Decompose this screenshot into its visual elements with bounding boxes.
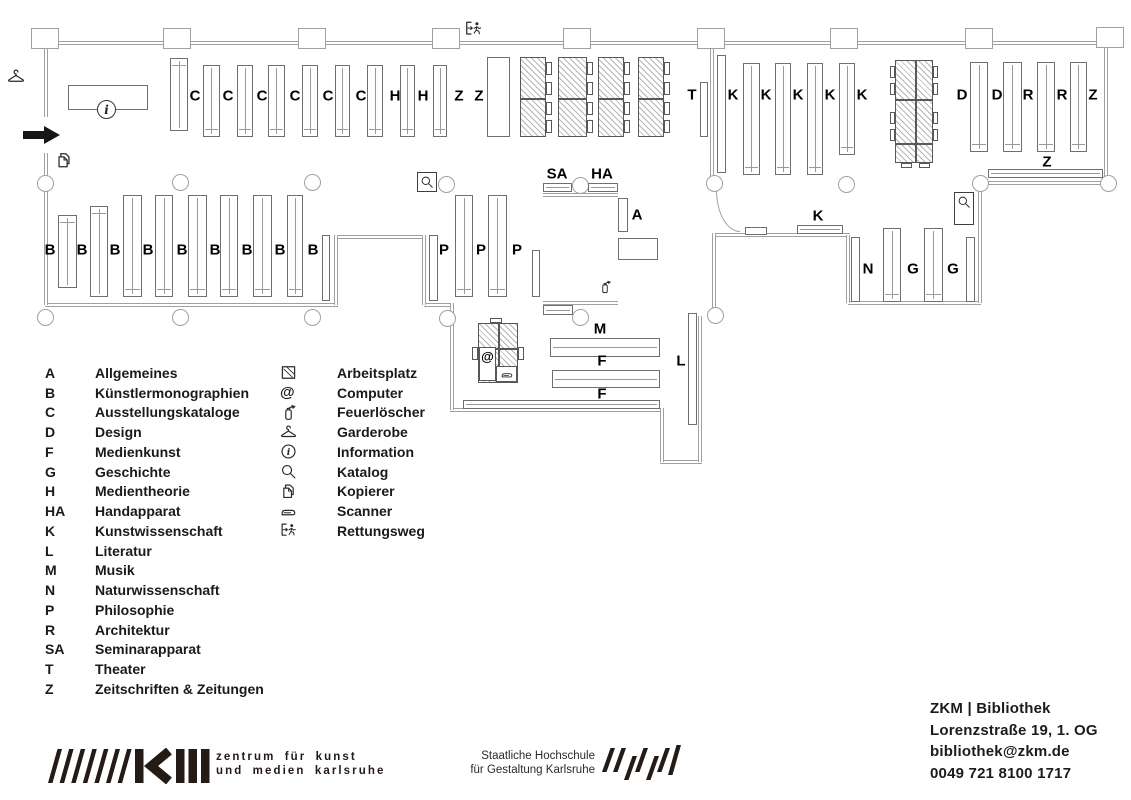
legend-category-row: [45, 403, 264, 423]
chair-tab: [587, 120, 593, 133]
bookshelf: [455, 195, 473, 297]
bookshelf: [335, 65, 350, 137]
structural-column: [572, 309, 589, 326]
legend-code: A: [45, 364, 56, 381]
wall-segment: [336, 235, 426, 239]
legend-label: Rettungsweg: [337, 522, 425, 539]
legend-symbol-row: [280, 462, 425, 482]
chair-tab: [546, 82, 552, 95]
bookshelf: [203, 65, 220, 137]
chair-tab: [624, 82, 630, 95]
address-line-2: Lorenzstraße 19, 1. OG: [930, 721, 1098, 739]
bookshelf: [58, 215, 77, 288]
area-label: K: [812, 207, 824, 225]
chair-tab: [624, 62, 630, 75]
legend-category-row: [45, 659, 264, 679]
scanner-icon: [499, 368, 515, 386]
legend-label: Seminarapparat: [95, 641, 201, 658]
bookshelf: [588, 183, 618, 192]
structural-column: [304, 309, 321, 326]
area-label: B: [142, 241, 154, 259]
legend-code: F: [45, 443, 54, 460]
bookshelf: [543, 305, 573, 315]
legend-category-row: [45, 422, 264, 442]
information-icon: i: [97, 100, 116, 119]
bookshelf: [618, 238, 658, 260]
bookshelf: [970, 62, 988, 152]
svg-text:i: i: [286, 447, 291, 459]
zkm-logo-mark: [48, 748, 213, 784]
legend-label: Medientheorie: [95, 483, 190, 500]
bookshelf: [463, 400, 660, 409]
legend-label: Geschichte: [95, 463, 171, 480]
legend-code: Z: [45, 680, 54, 697]
structural-column: [706, 175, 723, 192]
chair-tab: [472, 347, 478, 360]
legend-label: Zeitschriften & Zeitungen: [95, 680, 264, 697]
legend-code: T: [45, 661, 54, 678]
bookshelf: [1003, 62, 1022, 152]
area-label: B: [307, 241, 319, 259]
chair-tab: [933, 129, 938, 141]
zkm-logo-text: [216, 751, 386, 778]
bookshelf: [253, 195, 272, 297]
hfg-line2: für Gestaltung Karlsruhe: [470, 764, 595, 776]
bookshelf: [488, 195, 507, 297]
legend-category-row: [45, 383, 264, 403]
chair-tab: [624, 102, 630, 115]
bookshelf: [797, 225, 843, 234]
chair-tab: [890, 66, 895, 78]
chair-tab: [933, 83, 938, 95]
legend-category-row: [45, 679, 264, 699]
legend-label: Ausstellungskataloge: [95, 404, 240, 421]
legend-symbol-row: [280, 383, 425, 403]
legend-label: Computer: [337, 384, 404, 401]
legend-symbol-row: [280, 422, 425, 442]
area-label: K: [727, 86, 739, 104]
katalog-station: [954, 192, 974, 225]
area-label: H: [389, 87, 401, 105]
area-label: C: [322, 87, 334, 105]
legend-code: C: [45, 404, 56, 421]
legend-category-row: [45, 640, 264, 660]
bookshelf: [220, 195, 238, 297]
work-table: [598, 57, 624, 137]
legend-symbol-row: [280, 363, 425, 383]
area-label: D: [991, 86, 1003, 104]
area-label: C: [289, 87, 301, 105]
zkm-logo-line2: und medien karlsruhe: [216, 764, 386, 777]
table-equipment-cell: [479, 347, 496, 381]
area-label: G: [947, 260, 959, 278]
wall-segment: [712, 233, 716, 317]
bookshelf: [883, 228, 901, 302]
area-label: A: [631, 206, 643, 224]
area-label: K: [856, 86, 868, 104]
chair-tab: [546, 120, 552, 133]
area-label: B: [274, 241, 286, 259]
chair-tab: [587, 102, 593, 115]
legend-symbols: [280, 363, 425, 541]
area-label: F: [597, 352, 607, 370]
work-table: [895, 60, 933, 163]
legend-label: Philosophie: [95, 601, 175, 618]
area-label: K: [824, 86, 836, 104]
structural-column: [838, 176, 855, 193]
legend-category-row: [45, 580, 264, 600]
wall-segment: [710, 45, 714, 185]
chair-tab: [664, 102, 670, 115]
legend-code: M: [45, 562, 57, 579]
wall-pillar: [965, 28, 993, 49]
area-label: C: [222, 87, 234, 105]
wall-segment: [45, 303, 338, 307]
bookshelf: [924, 228, 943, 302]
chair-tab: [664, 120, 670, 133]
wall-segment: [978, 183, 982, 303]
bookshelf: [487, 57, 510, 137]
wall-pillar: [563, 28, 591, 49]
work-table: [638, 57, 664, 137]
chair-tab: [518, 347, 524, 360]
bookshelf: [400, 65, 415, 137]
chair-tab: [890, 83, 895, 95]
legend-label: Feuerlöscher: [337, 404, 425, 421]
area-label: P: [511, 241, 523, 259]
legend-label: Garderobe: [337, 424, 408, 441]
structural-column: [438, 176, 455, 193]
area-label: P: [438, 241, 450, 259]
legend-label: Scanner: [337, 503, 393, 520]
area-label: L: [676, 352, 686, 370]
legend-category-row: [45, 620, 264, 640]
wall-segment: [846, 235, 850, 303]
legend-label: Literatur: [95, 542, 152, 559]
wall-pillar: [830, 28, 858, 49]
rettungsweg-icon: [460, 20, 487, 38]
legend-label: Allgemeines: [95, 364, 178, 381]
bookshelf: [287, 195, 303, 297]
bookshelf: [743, 63, 760, 175]
wall-pillar: [697, 28, 725, 49]
bookshelf: [775, 63, 791, 175]
work-table: [520, 57, 546, 137]
chair-tab: [890, 112, 895, 124]
bookshelf: [532, 250, 540, 297]
wall-segment: [698, 316, 702, 462]
chair-tab: [490, 318, 502, 323]
area-label: R: [1056, 86, 1068, 104]
area-label: C: [256, 87, 268, 105]
work-table: [558, 57, 587, 137]
area-label: H: [417, 87, 429, 105]
structural-column: [172, 174, 189, 191]
bookshelf: [188, 195, 207, 297]
legend-label: Theater: [95, 661, 146, 678]
katalog-icon: [957, 195, 971, 214]
bookshelf: [966, 237, 975, 302]
wall-segment: [543, 193, 618, 197]
garderobe-icon: [4, 68, 28, 86]
legend-symbol-row: [280, 442, 425, 462]
area-label: SA: [546, 165, 568, 183]
legend-code: SA: [45, 641, 65, 658]
bookshelf: [429, 235, 438, 301]
computer-icon: @: [481, 349, 494, 364]
legend-code: B: [45, 384, 56, 401]
bookshelf: [543, 183, 572, 192]
legend-category-row: [45, 363, 264, 383]
area-label: C: [189, 87, 201, 105]
legend-symbol-row: [280, 501, 425, 521]
feuerloescher-icon: [598, 277, 612, 297]
area-label: K: [760, 86, 772, 104]
area-label: R: [1022, 86, 1034, 104]
chair-tab: [890, 129, 895, 141]
area-label: M: [593, 320, 607, 338]
rettungsweg-icon: [280, 522, 302, 539]
chair-tab: [587, 82, 593, 95]
structural-column: [172, 309, 189, 326]
door-swing-arc: [716, 190, 740, 232]
legend-code: P: [45, 601, 55, 618]
area-label: F: [597, 385, 607, 403]
wall-segment: [660, 460, 702, 464]
wall-segment: [44, 45, 48, 117]
legend-label: Musik: [95, 562, 135, 579]
hfg-line1: Staatliche Hochschule: [481, 750, 595, 762]
bookshelf: [688, 313, 697, 425]
wall-pillar: [163, 28, 191, 49]
area-label: T: [687, 86, 697, 104]
bookshelf: [90, 206, 108, 297]
hfg-logo-mark: [602, 744, 686, 782]
legend-category-row: [45, 521, 264, 541]
legend-code: L: [45, 542, 54, 559]
bookshelf: [717, 55, 726, 173]
bookshelf: [807, 63, 823, 175]
legend-category-row: [45, 501, 264, 521]
hfg-logo-text: [437, 749, 595, 777]
area-label: B: [209, 241, 221, 259]
wall-pillar: [1096, 27, 1124, 48]
bookshelf: [237, 65, 253, 137]
chair-tab: [919, 163, 930, 168]
bookshelf: [745, 227, 767, 235]
area-label: Z: [454, 87, 464, 105]
information-icon: [280, 443, 302, 460]
bookshelf: [367, 65, 383, 137]
structural-column: [439, 310, 456, 327]
structural-column: [37, 309, 54, 326]
legend-symbol-row: [280, 521, 425, 541]
legend-label: Kopierer: [337, 483, 395, 500]
bookshelf: [1070, 62, 1087, 152]
zkm-logo-line1: zentrum für kunst: [216, 751, 357, 763]
legend-category-row: [45, 561, 264, 581]
wall-segment: [334, 235, 338, 305]
address-line-1: ZKM | Bibliothek: [930, 700, 1051, 717]
arbeitsplatz-icon: [280, 364, 302, 381]
wall-segment: [422, 235, 426, 305]
wall-segment: [848, 301, 981, 305]
library-address: [930, 698, 1098, 784]
legend-label: Arbeitsplatz: [337, 364, 418, 381]
structural-column: [304, 174, 321, 191]
area-label: N: [862, 260, 874, 278]
bookshelf: [123, 195, 142, 297]
feuerloescher-icon: [280, 404, 302, 421]
area-label: D: [956, 86, 968, 104]
kopierer-icon: [280, 483, 302, 500]
wall-segment: [660, 408, 664, 462]
bookshelf: [155, 195, 173, 297]
structural-column: [572, 177, 589, 194]
area-label: B: [76, 241, 88, 259]
legend-label: Künstlermonographien: [95, 384, 250, 401]
bookshelf: [618, 198, 628, 232]
area-label: P: [475, 241, 487, 259]
legend-code: HA: [45, 503, 66, 520]
legend-code: R: [45, 621, 56, 638]
structural-column: [972, 175, 989, 192]
wall-pillar: [298, 28, 326, 49]
bookshelf: [851, 237, 860, 302]
bookshelf: [839, 63, 855, 155]
legend-label: Kunstwissenschaft: [95, 522, 223, 539]
katalog-station: [417, 172, 437, 192]
address-line-3: bibliothek@zkm.de: [930, 743, 1070, 760]
wall-segment: [980, 181, 1108, 185]
legend-code: N: [45, 582, 56, 599]
katalog-icon: [280, 463, 302, 480]
legend-label: Information: [337, 443, 414, 460]
legend-label: Naturwissenschaft: [95, 582, 220, 599]
computer-icon: @: [280, 384, 295, 402]
bookshelf: [302, 65, 318, 137]
chair-tab: [933, 112, 938, 124]
structural-column: [37, 175, 54, 192]
legend-code: G: [45, 463, 56, 480]
area-label: Z: [1088, 86, 1098, 104]
legend-symbol-row: [280, 482, 425, 502]
chair-tab: [546, 62, 552, 75]
legend-code: H: [45, 483, 56, 500]
entrance-arrow-icon: [23, 125, 61, 145]
bookshelf: [322, 235, 330, 301]
legend-category-row: [45, 442, 264, 462]
chair-tab: [624, 120, 630, 133]
area-label: G: [907, 260, 919, 278]
legend-category-row: [45, 541, 264, 561]
wall-segment: [1104, 46, 1108, 183]
area-label: B: [44, 241, 56, 259]
bookshelf: [433, 65, 447, 137]
chair-tab: [546, 102, 552, 115]
wall-pillar: [432, 28, 460, 49]
scanner-icon: [280, 503, 302, 520]
area-label: HA: [591, 165, 613, 183]
area-label: B: [241, 241, 253, 259]
area-label: B: [109, 241, 121, 259]
area-label: C: [355, 87, 367, 105]
kopierer-icon: [55, 150, 73, 171]
legend-label: Design: [95, 424, 142, 441]
structural-column: [707, 307, 724, 324]
chair-tab: [933, 66, 938, 78]
area-label: K: [792, 86, 804, 104]
garderobe-icon: [280, 424, 302, 441]
wall-pillar: [31, 28, 59, 49]
legend-category-row: [45, 600, 264, 620]
legend-category-row: [45, 482, 264, 502]
address-line-4: 0049 721 8100 1717: [930, 764, 1072, 782]
area-label: B: [176, 241, 188, 259]
legend-category-row: [45, 462, 264, 482]
chair-tab: [901, 163, 912, 168]
legend-code: K: [45, 522, 56, 539]
legend-label: Katalog: [337, 463, 389, 480]
area-label: Z: [1042, 153, 1052, 171]
legend-label: Architektur: [95, 621, 170, 638]
legend-label: Handapparat: [95, 503, 181, 520]
bookshelf: [170, 58, 188, 131]
bookshelf: [1037, 62, 1055, 152]
area-label: Z: [474, 87, 484, 105]
legend-symbol-row: [280, 403, 425, 423]
legend-code: D: [45, 424, 56, 441]
chair-tab: [664, 62, 670, 75]
chair-tab: [664, 82, 670, 95]
chair-tab: [587, 62, 593, 75]
katalog-icon: [420, 175, 434, 194]
bookshelf: [268, 65, 285, 137]
bookshelf: [700, 82, 708, 137]
legend-categories: [45, 363, 264, 699]
legend-label: Medienkunst: [95, 443, 181, 460]
table-equipment-cell: [496, 366, 517, 382]
